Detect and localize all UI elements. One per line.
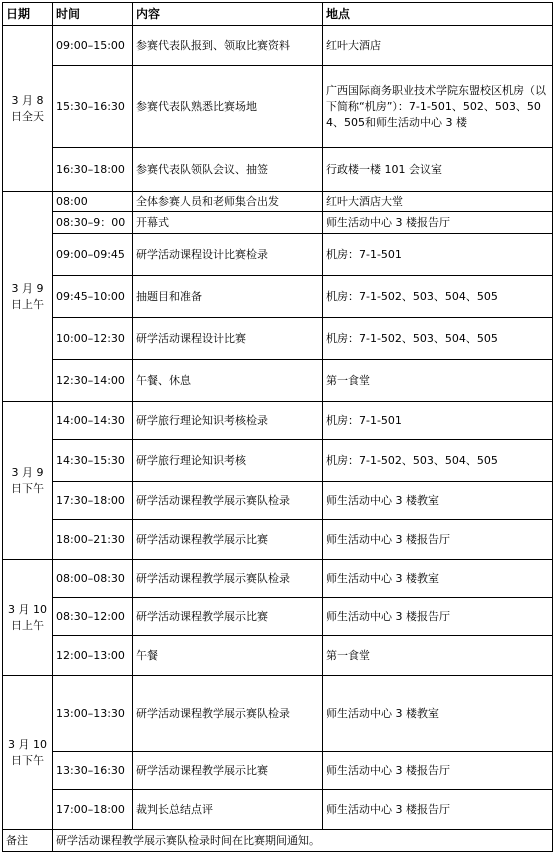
time-cell: 08:00–08:30	[53, 560, 133, 598]
schedule-row	[3, 520, 553, 560]
time-cell: 13:30–16:30	[53, 752, 133, 790]
content-cell: 研学旅行理论知识考核	[133, 440, 323, 482]
schedule-row	[3, 560, 553, 598]
content-cell: 抽题目和准备	[133, 276, 323, 318]
content-cell: 研学活动课程教学展示赛队检录	[133, 560, 323, 598]
location-cell: 师生活动中心 3 楼报告厅	[323, 598, 553, 636]
schedule-row	[3, 66, 553, 148]
content-cell: 全体参赛人员和老师集合出发	[133, 192, 323, 212]
location-cell: 机房：7-1-502、503、504、505	[323, 276, 553, 318]
content-cell: 参赛代表队报到、领取比赛资料	[133, 26, 323, 66]
location-cell: 师生活动中心 3 楼报告厅	[323, 212, 553, 234]
schedule-row	[3, 482, 553, 520]
time-cell: 18:00–21:30	[53, 520, 133, 560]
content-cell: 参赛代表队熟悉比赛场地	[133, 66, 323, 148]
time-cell: 12:30–14:00	[53, 360, 133, 402]
location-cell: 师生活动中心 3 楼报告厅	[323, 520, 553, 560]
time-cell: 17:00–18:00	[53, 790, 133, 830]
content-cell: 研学活动课程教学展示赛队检录	[133, 676, 323, 752]
header-time: 时间	[53, 3, 133, 26]
content-cell: 午餐	[133, 636, 323, 676]
location-cell: 机房：7-1-502、503、504、505	[323, 318, 553, 360]
header-row	[3, 3, 553, 26]
location-cell: 师生活动中心 3 楼报告厅	[323, 790, 553, 830]
content-cell: 研学活动课程教学展示赛队检录	[133, 482, 323, 520]
location-cell: 广西国际商务职业技术学院东盟校区机房（以下简称“机房”）：7-1-501、502、503、504、505和师生活动中心 3 楼	[323, 66, 553, 148]
content-cell: 研学活动课程设计比赛	[133, 318, 323, 360]
schedule-row	[3, 636, 553, 676]
time-cell: 08:30–12:00	[53, 598, 133, 636]
location-cell: 机房：7-1-502、503、504、505	[323, 440, 553, 482]
location-cell: 红叶大酒店大堂	[323, 192, 553, 212]
schedule-row	[3, 276, 553, 318]
time-cell: 16:30–18:00	[53, 148, 133, 192]
location-cell: 第一食堂	[323, 636, 553, 676]
header-location: 地点	[323, 3, 553, 26]
location-cell: 师生活动中心 3 楼教室	[323, 482, 553, 520]
time-cell: 08:00	[53, 192, 133, 212]
time-cell: 10:00–12:30	[53, 318, 133, 360]
time-cell: 09:45–10:00	[53, 276, 133, 318]
schedule-row	[3, 234, 553, 276]
schedule-row	[3, 752, 553, 790]
schedule-row	[3, 148, 553, 192]
header-content: 内容	[133, 3, 323, 26]
location-cell: 机房：7-1-501	[323, 234, 553, 276]
time-cell: 17:30–18:00	[53, 482, 133, 520]
content-cell: 裁判长总结点评	[133, 790, 323, 830]
schedule-row	[3, 440, 553, 482]
note-label: 备注	[3, 830, 53, 852]
time-cell: 14:00–14:30	[53, 402, 133, 440]
schedule-row	[3, 598, 553, 636]
location-cell: 师生活动中心 3 楼报告厅	[323, 752, 553, 790]
content-cell: 参赛代表队领队会议、抽签	[133, 148, 323, 192]
content-cell: 研学活动课程教学展示比赛	[133, 752, 323, 790]
schedule-row	[3, 676, 553, 752]
schedule-row	[3, 318, 553, 360]
time-cell: 12:00–13:00	[53, 636, 133, 676]
note-text: 研学活动课程教学展示赛队检录时间在比赛期间通知。	[53, 830, 553, 852]
note-row	[3, 830, 553, 852]
content-cell: 开幕式	[133, 212, 323, 234]
header-date: 日期	[3, 3, 53, 26]
location-cell: 师生活动中心 3 楼教室	[323, 676, 553, 752]
time-cell: 08:30–9：00	[53, 212, 133, 234]
time-cell: 15:30–16:30	[53, 66, 133, 148]
schedule-body	[3, 26, 553, 830]
location-cell: 行政楼一楼 101 会议室	[323, 148, 553, 192]
date-cell: 3 月 9 日下午	[3, 402, 53, 560]
content-cell: 午餐、休息	[133, 360, 323, 402]
time-cell: 13:00–13:30	[53, 676, 133, 752]
time-cell: 09:00–15:00	[53, 26, 133, 66]
schedule-table	[2, 2, 553, 852]
location-cell: 机房：7-1-501	[323, 402, 553, 440]
location-cell: 第一食堂	[323, 360, 553, 402]
schedule-row	[3, 360, 553, 402]
time-cell: 09:00–09:45	[53, 234, 133, 276]
date-cell: 3 月 8 日全天	[3, 26, 53, 192]
schedule-row	[3, 402, 553, 440]
schedule-row	[3, 790, 553, 830]
content-cell: 研学活动课程设计比赛检录	[133, 234, 323, 276]
date-cell: 3 月 9 日上午	[3, 192, 53, 402]
schedule-row	[3, 26, 553, 66]
schedule-row	[3, 192, 553, 212]
content-cell: 研学旅行理论知识考核检录	[133, 402, 323, 440]
content-cell: 研学活动课程教学展示比赛	[133, 520, 323, 560]
date-cell: 3 月 10 日下午	[3, 676, 53, 830]
schedule-row	[3, 212, 553, 234]
date-cell: 3 月 10 日上午	[3, 560, 53, 676]
content-cell: 研学活动课程教学展示比赛	[133, 598, 323, 636]
location-cell: 红叶大酒店	[323, 26, 553, 66]
location-cell: 师生活动中心 3 楼教室	[323, 560, 553, 598]
time-cell: 14:30–15:30	[53, 440, 133, 482]
